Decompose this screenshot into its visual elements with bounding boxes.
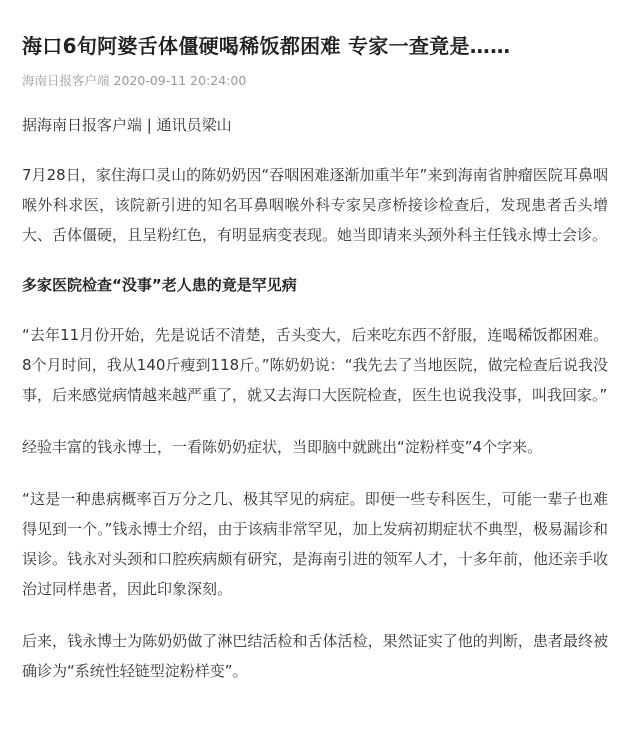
- article-byline: 据海南日报客户端 | 通讯员梁山: [22, 116, 232, 134]
- paragraph-1: 7月28日，家住海口灵山的陈奶奶因“吞咽困难逐渐加重半年”来到海南省肿瘤医院耳鼻咽喉外科求医，该院新引进的知名耳鼻咽喉外科专家吴彦桥接诊检查后，发现患者舌头增大、舌体僵硬，且呈粉红色，有明显病变表现。她当即请来头颈外科主任钱永博士会诊。: [22, 166, 608, 244]
- section-heading: 多家医院检查“没事”老人患的竟是罕见病: [22, 276, 297, 294]
- paragraph-5: 后来，钱永博士为陈奶奶做了淋巴结活检和舌体活检，果然证实了他的判断，患者最终被确诊为“系统性轻链型淀粉样变”。: [22, 632, 608, 680]
- article: [22, 0, 608, 686]
- article-datetime: 2020-09-11 20:24:00: [113, 73, 247, 88]
- paragraph-4: “这是一种患病概率百万分之几、极其罕见的病症。即便一些专科医生，可能一辈子也难得见到一个。”钱永博士介绍，由于该病非常罕见，加上发病初期症状不典型，极易漏诊和误诊。钱永对头颈和口腔疾病颇有研究，是海南引进的领军人才，十多年前，他还亲手收治过同样患者，因此印象深刻。: [22, 490, 608, 598]
- article-title: 海口6旬阿婆舌体僵硬喝稀饭都困难 专家一查竟是……: [22, 34, 511, 58]
- paragraph-3: 经验丰富的钱永博士，一看陈奶奶症状，当即脑中就跳出“淀粉样变”4个字来。: [22, 438, 543, 456]
- article-meta: [22, 72, 608, 90]
- article-source[interactable]: 海南日报客户端: [22, 73, 110, 88]
- paragraph-2: “去年11月份开始，先是说话不清楚，舌头变大，后来吃东西不舒服，连喝稀饭都困难。8个月时间，我从140斤瘦到118斤。”陈奶奶说：“我先去了当地医院，做完检查后说我没事，后来感觉病情越来越严重了，就又去海口大医院检查，医生也说我没事，叫我回家。”: [22, 326, 608, 404]
